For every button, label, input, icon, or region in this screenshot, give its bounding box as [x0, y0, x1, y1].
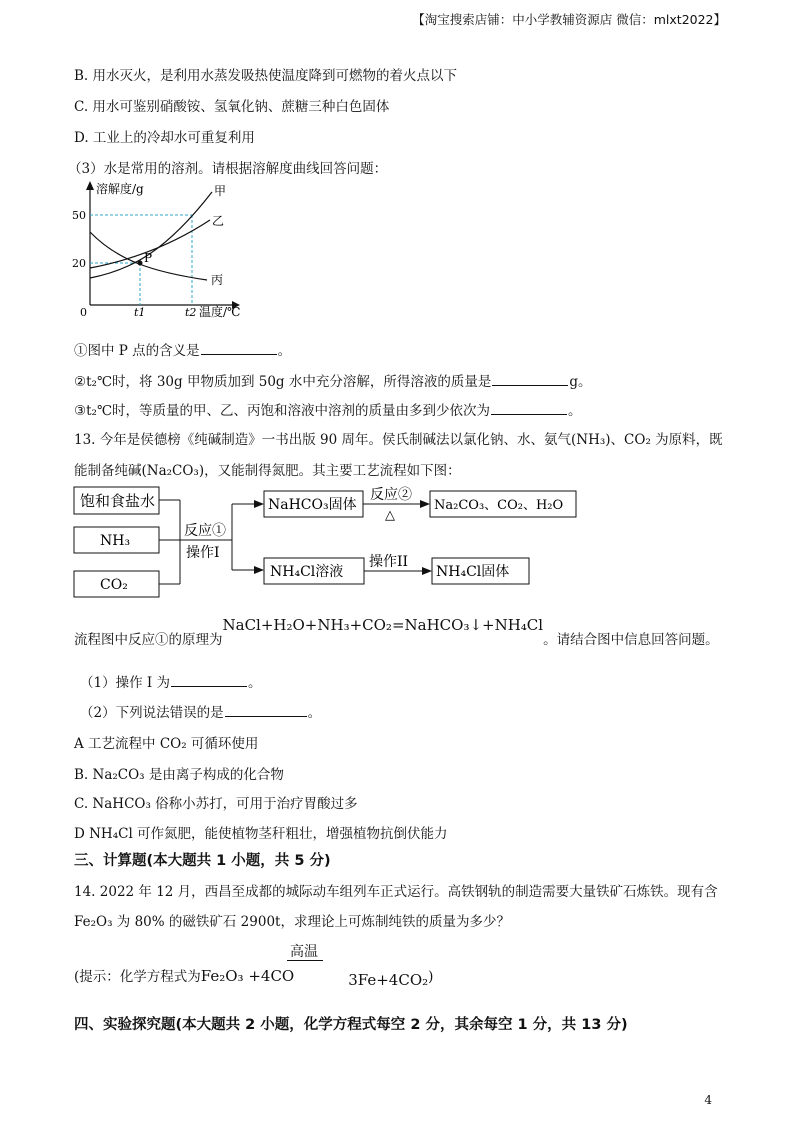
operation-1-label: 操作I — [186, 545, 220, 561]
question-part-3: （3）水是常用的溶剂。请根据溶解度曲线回答问题： — [68, 161, 388, 177]
q14-line-2: Fe₂O₃ 为 80% 的磁铁矿石 2900t，求理论上可炼制纯铁的质量为多少？ — [74, 914, 510, 930]
q13-option-c: C. NaHCO₃ 俗称小苏打，可用于治疗胃酸过多 — [74, 796, 358, 812]
y-axis-label: 溶解度/g — [96, 182, 144, 196]
box-nh3-label: NH₃ — [100, 533, 131, 549]
section-4-title: 四、实验探究题(本大题共 2 小题，化学方程式每空 2 分，其余每空 1 分，共 13 分) — [74, 1017, 628, 1033]
arrowhead — [254, 566, 264, 574]
x-tick-t1: t1 — [134, 306, 146, 319]
q13-line-1: 13. 今年是侯德榜《纯碱制造》一书出版 90 周年。侯氏制碱法以氯化钠、水、氨气(NH₃)、CO₂ 为原料，既 — [74, 432, 723, 448]
section-3-title: 三、计算题(本大题共 1 小题，共 5 分) — [74, 853, 331, 869]
q14-line-1: 14. 2022 年 12 月，西昌至成都的城际动车组列车正式运行。高铁钢轨的制造需要大量铁矿石炼铁。现有含 — [74, 884, 718, 900]
origin-label: 0 — [80, 306, 87, 319]
point-p — [138, 261, 143, 266]
q13-option-a: A 工艺流程中 CO₂ 可循环使用 — [74, 736, 259, 752]
option-d: D. 工业上的冷却水可重复利用 — [74, 130, 255, 146]
point-p-label: P — [144, 251, 153, 265]
option-b: B. 用水灭火，是利用水蒸发吸热使温度降到可燃物的着火点以下 — [74, 68, 458, 84]
reaction-1-label: 反应① — [184, 523, 226, 539]
reaction-principle: 流程图中反应①的原理为NaCl+H₂O+NH₃+CO₂=NaHCO₃↓+NH₄Cl。请结合图中信息回答问题。 — [74, 616, 719, 648]
reaction-condition-line — [287, 960, 323, 961]
box-nahco3-label: NaHCO₃固体 — [268, 497, 357, 513]
solubility-chart — [72, 180, 262, 320]
box-products-label: Na₂CO₃、CO₂、H₂O — [434, 498, 564, 513]
curve-yi-label: 乙 — [212, 214, 225, 228]
y-tick-50: 50 — [72, 209, 86, 222]
answer-blank — [201, 342, 277, 355]
hint-lhs: Fe₂O₃ +4CO — [200, 967, 295, 985]
box-brine-label: 饱和食盐水 — [80, 492, 156, 510]
answer-blank — [225, 704, 307, 717]
answer-blank — [491, 402, 567, 415]
page-header: 【淘宝搜索店铺：中小学教辅资源店 微信：mlxt2022】 — [412, 12, 726, 27]
x-tick-t2: t2 — [185, 306, 197, 319]
sub-question-2: ②t₂℃时，将 30g 甲物质加到 50g 水中充分溶解，所得溶液的质量是 g。 — [74, 374, 592, 390]
answer-blank — [492, 373, 568, 386]
y-axis-arrow — [86, 181, 94, 190]
x-axis-label: 温度/℃ — [199, 305, 241, 319]
arrowhead — [420, 500, 430, 508]
q13-option-d: D NH₄Cl 可作氮肥，能使植物茎秆粗壮，增强植物抗倒伏能力 — [74, 826, 448, 842]
y-tick-20: 20 — [72, 257, 86, 270]
operation-2-label: 操作II — [369, 554, 409, 570]
sub-question-3: ③t₂℃时，等质量的甲、乙、丙饱和溶液中溶剂的质量由多到少依次为 。 — [74, 403, 582, 419]
q14-hint: (提示：化学方程式为Fe₂O₃ +4CO 3Fe+4CO₂) — [74, 967, 434, 989]
arrowhead — [422, 567, 432, 575]
box-nh4cl-solid-label: NH₄Cl固体 — [436, 564, 510, 580]
heat-symbol: △ — [385, 508, 395, 523]
reaction-equation: NaCl+H₂O+NH₃+CO₂=NaHCO₃↓+NH₄Cl — [222, 616, 544, 634]
reaction-condition: 高温 — [290, 944, 318, 960]
box-nh4cl-solution-label: NH₄Cl溶液 — [270, 564, 344, 580]
sub-question-1: ①图中 P 点的含义是 。 — [74, 343, 292, 359]
box-co2-label: CO₂ — [100, 577, 128, 593]
answer-blank — [171, 674, 247, 687]
q13-line-2: 能制备纯碱(Na₂CO₃)，又能制得氮肥。其主要工艺流程如下图： — [74, 463, 461, 479]
q13-part-1: （1）操作 I 为 。 — [80, 675, 262, 691]
option-c: C. 用水可鉴别硝酸铵、氢氧化钠、蔗糖三种白色固体 — [74, 99, 390, 115]
q13-part-2: （2）下列说法错误的是 。 — [80, 705, 322, 721]
curve-jia-label: 甲 — [214, 184, 227, 198]
reaction-2-label: 反应② — [370, 487, 412, 503]
curve-bing-label: 丙 — [211, 273, 224, 287]
page-number: 4 — [704, 1093, 712, 1107]
hint-rhs: 3Fe+4CO₂ — [348, 971, 429, 989]
q13-option-b: B. Na₂CO₃ 是由离子构成的化合物 — [74, 767, 284, 783]
arrowhead — [254, 500, 264, 508]
curve-jia — [90, 192, 212, 278]
process-flow-diagram — [72, 483, 592, 603]
